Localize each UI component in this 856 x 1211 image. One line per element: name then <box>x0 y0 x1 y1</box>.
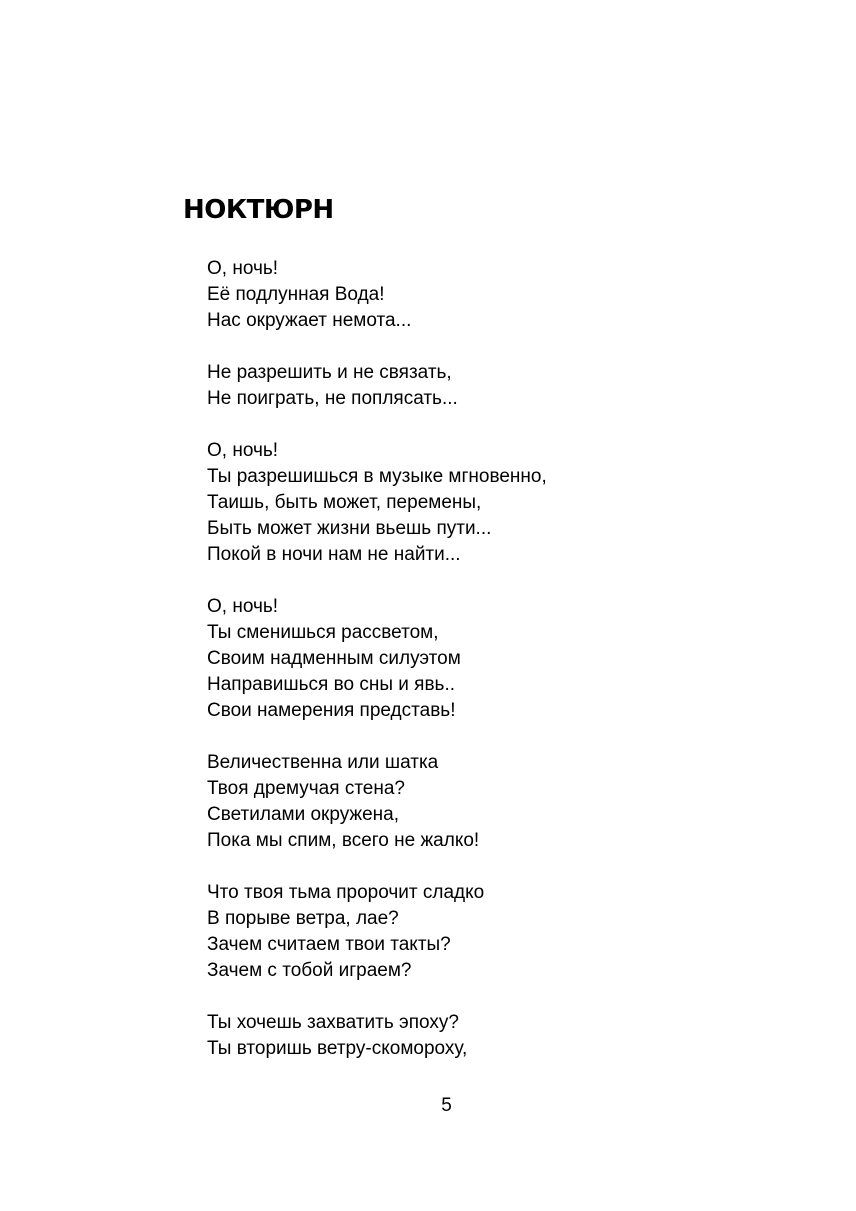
poem-line: Величественна или шатка <box>207 752 439 773</box>
stanza-4 <box>207 594 767 724</box>
poem-line: Таишь, быть может, перемены, <box>207 492 482 513</box>
stanza-6 <box>207 880 767 984</box>
poem-line: Ты хочешь захватить эпоху? <box>207 1012 459 1033</box>
stanza-7 <box>207 1010 767 1062</box>
poem-line: Покой в ночи нам не найти... <box>207 544 461 565</box>
poem-line: О, ночь! <box>207 440 279 461</box>
poem-line: Направишься во сны и явь.. <box>207 674 456 695</box>
poem-line: Пока мы спим, всего не жалко! <box>207 830 480 851</box>
poem-line: Ты вторишь ветру-скомороху, <box>207 1038 468 1059</box>
stanza-2 <box>207 360 767 412</box>
stanza-1 <box>207 256 767 334</box>
poem-line: Светилами окружена, <box>207 804 400 825</box>
stanza-3 <box>207 438 767 568</box>
poem-line: О, ночь! <box>207 596 279 617</box>
poem-line: Свои намерения представь! <box>207 700 456 721</box>
poem-line: О, ночь! <box>207 258 279 279</box>
poem-line: Зачем с тобой играем? <box>207 960 412 981</box>
poem-line: В порыве ветра, лае? <box>207 908 399 929</box>
poem-line: Не поиграть, не поплясать... <box>207 388 458 409</box>
stanza-5 <box>207 750 767 854</box>
poem-line: Зачем считаем твои такты? <box>207 934 451 955</box>
poem-line: Не разрешить и не связать, <box>207 362 452 383</box>
poem-title: НОКТЮРН <box>183 195 334 225</box>
poem-line: Её подлунная Вода! <box>207 284 385 305</box>
poem-line: Быть может жизни вьешь пути... <box>207 518 492 539</box>
poem-line: Своим надменным силуэтом <box>207 648 461 669</box>
poem-body <box>207 256 767 1088</box>
poem-line: Что твоя тьма пророчит сладко <box>207 882 485 903</box>
page-number: 5 <box>441 1095 452 1116</box>
poem-line: Нас окружает немота... <box>207 310 412 331</box>
poem-line: Ты разрешишься в музыке мгновенно, <box>207 466 547 487</box>
poem-line: Ты сменишься рассветом, <box>207 622 439 643</box>
poem-line: Твоя дремучая стена? <box>207 778 405 799</box>
